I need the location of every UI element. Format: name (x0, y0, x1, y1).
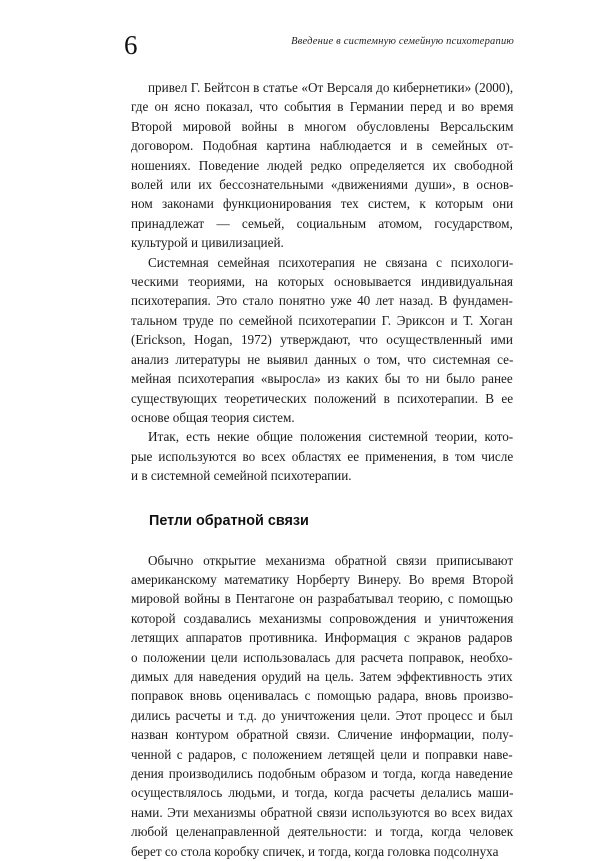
text-line: американскому математику Норберту Винеру. Во время Второй (131, 571, 514, 587)
paragraph-4 (131, 551, 513, 861)
text-line: привел Г. Бейтсон в статье «От Версаля до кибернетики» (2000), (148, 80, 514, 95)
paragraph-3 (131, 427, 513, 485)
text-line: ном законами функционирования тех систем, к которым они (131, 196, 514, 212)
text-line: димых для наведения орудий на цель. Затем эффективность этих (131, 668, 513, 684)
text-line: любой целенаправленной деятельности: и тогда, когда человек (131, 824, 514, 840)
text-line: поправок вновь оценивалась с помощью радара, вновь произво- (131, 688, 514, 704)
text-line: дились расчеты и т.д. до уничтожения цели. Этот процесс и был (131, 707, 513, 723)
text-line: культурой и цивилизацией. (131, 235, 284, 251)
text-line: летящих аппаратов противника. Информация с экранов радаров (131, 630, 513, 646)
paragraph-2 (131, 253, 513, 428)
text-line: основе общая теория систем. (131, 409, 295, 425)
text-line: и в системной семейной психотерапии. (131, 468, 352, 484)
text-line: договором. Подобная картина наблюдается и в семейных от- (131, 138, 514, 154)
text-line: Второй мировой войны в многом обусловлены Версальским (131, 118, 514, 134)
paragraph-1 (131, 78, 513, 253)
text-line: осуществлялось людьми, и тогда, когда расчеты делались маши- (131, 785, 514, 801)
text-line: Итак, есть некие общие положения системной теории, кото- (148, 429, 514, 445)
text-line: волей или их бессознательными «движениями души», в основ- (131, 177, 514, 193)
text-line: где он ясно показал, что события в Германии перед и во время (131, 99, 514, 115)
page-number: 6 (124, 30, 138, 60)
text-line: психотерапия. Это стало понятно уже 40 лет назад. В фундамен- (131, 293, 513, 309)
text-line: анализ литературы не выявил данных о том, что системная се- (131, 351, 514, 367)
text-line: которой создавались механизмы сопровождения и уничтожения (131, 610, 514, 626)
text-line: ченной с радаров, с положением летящей цели и поправки наве- (131, 746, 513, 762)
text-line: берет со стола коробку спичек, и тогда, когда головка подсолнуха (131, 843, 499, 859)
text-line: назван контуром обратной связи. Сличение информации, полу- (131, 727, 514, 743)
section-heading: Петли обратной связи (149, 512, 309, 529)
text-line: принадлежат — семьей, социальным атомом, государством, (131, 215, 513, 231)
text-line: ческими теориями, на которых основывается индивидуальная (131, 274, 513, 290)
text-line: существующих теоретических положений в психотерапии. В ее (131, 390, 514, 406)
text-line: дения производились подобным образом и тогда, когда наведение (131, 766, 513, 781)
running-head: Введение в системную семейную психотерапию (291, 36, 514, 47)
text-line: о положении цели использовалась для расчета поправок, необхо- (131, 649, 513, 665)
text-line: Обычно открытие механизма обратной связи приписывают (148, 552, 514, 568)
text-line: мировой войны в Пентагоне он разрабатывал теорию, с помощью (131, 591, 513, 607)
text-line: тальном труде по семейной психотерапии Г. Эриксон и Т. Хоган (131, 312, 513, 328)
text-line: ношениях. Поведение людей редко определяется их свободной (131, 157, 514, 173)
text-line: (Erickson, Hogan, 1972) утверждают, что осуществленный ими (131, 332, 513, 348)
text-line: Системная семейная психотерапия не связана с психологи- (148, 254, 514, 270)
text-line: рые используются во всех областях ее применения, в том числе (131, 448, 514, 464)
page-body (131, 78, 513, 861)
text-line: мейная психотерапия «выросла» из каких бы то ни было ранее (131, 371, 513, 387)
text-line: нами. Эти механизмы обратной связи используются во всех видах (131, 804, 513, 820)
